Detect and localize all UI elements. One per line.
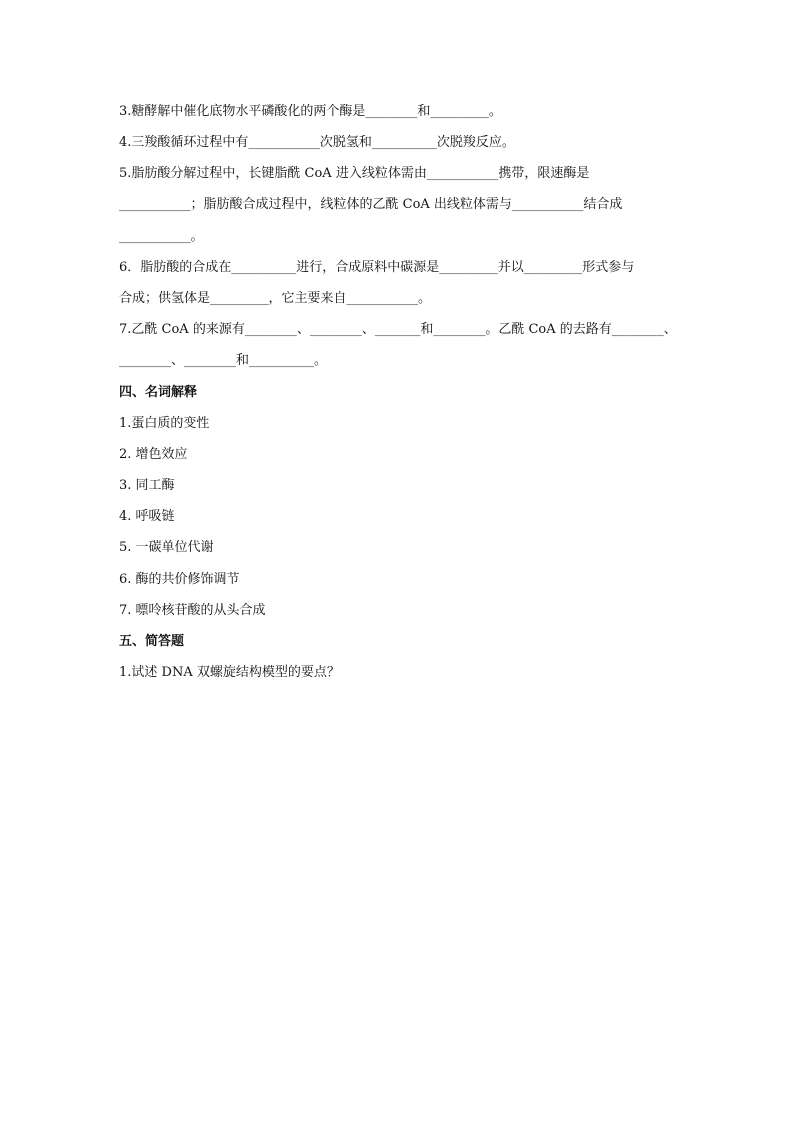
- question-6-line-1: 6．脂肪酸的合成在__________进行，合成原料中碳源是_________并以_________形式参与: [119, 260, 635, 275]
- term-item: 5. 一碳单位代谢: [119, 540, 214, 555]
- short-answer-item: 1.试述 DNA 双螺旋结构模型的要点？: [119, 665, 340, 680]
- question-6-line-2: 合成；供氢体是_________，它主要来自___________。: [119, 291, 432, 306]
- section-heading-terms: 四、名词解释: [119, 385, 198, 400]
- term-item: 2. 增色效应: [119, 447, 188, 462]
- question-7-line-1: 7.乙酰 CoA 的来源有________、________、_______和________。乙酰 CoA 的去路有________、: [119, 322, 677, 337]
- question-4: 4.三羧酸循环过程中有___________次脱氢和__________次脱羧反应。: [119, 135, 515, 150]
- term-item: 1.蛋白质的变性: [119, 416, 210, 431]
- question-5-line-3: ___________。: [119, 229, 204, 244]
- question-7-line-2: ________、________和__________。: [119, 353, 328, 368]
- term-item: 7. 嘌呤核苷酸的从头合成: [119, 603, 266, 618]
- question-5-line-2: ___________；脂肪酸合成过程中，线粒体的乙酰 CoA 出线粒体需与___________结合成: [119, 197, 623, 212]
- term-item: 3. 同工酶: [119, 478, 175, 493]
- question-3: 3.糖酵解中催化底物水平磷酸化的两个酶是________和_________。: [119, 104, 502, 119]
- term-item: 4. 呼吸链: [119, 509, 175, 524]
- term-item: 6. 酶的共价修饰调节: [119, 572, 240, 587]
- section-heading-short-answer: 五、简答题: [119, 634, 185, 649]
- question-5-line-1: 5.脂肪酸分解过程中，长键脂酰 CoA 进入线粒体需由___________携带，限速酶是: [119, 166, 590, 181]
